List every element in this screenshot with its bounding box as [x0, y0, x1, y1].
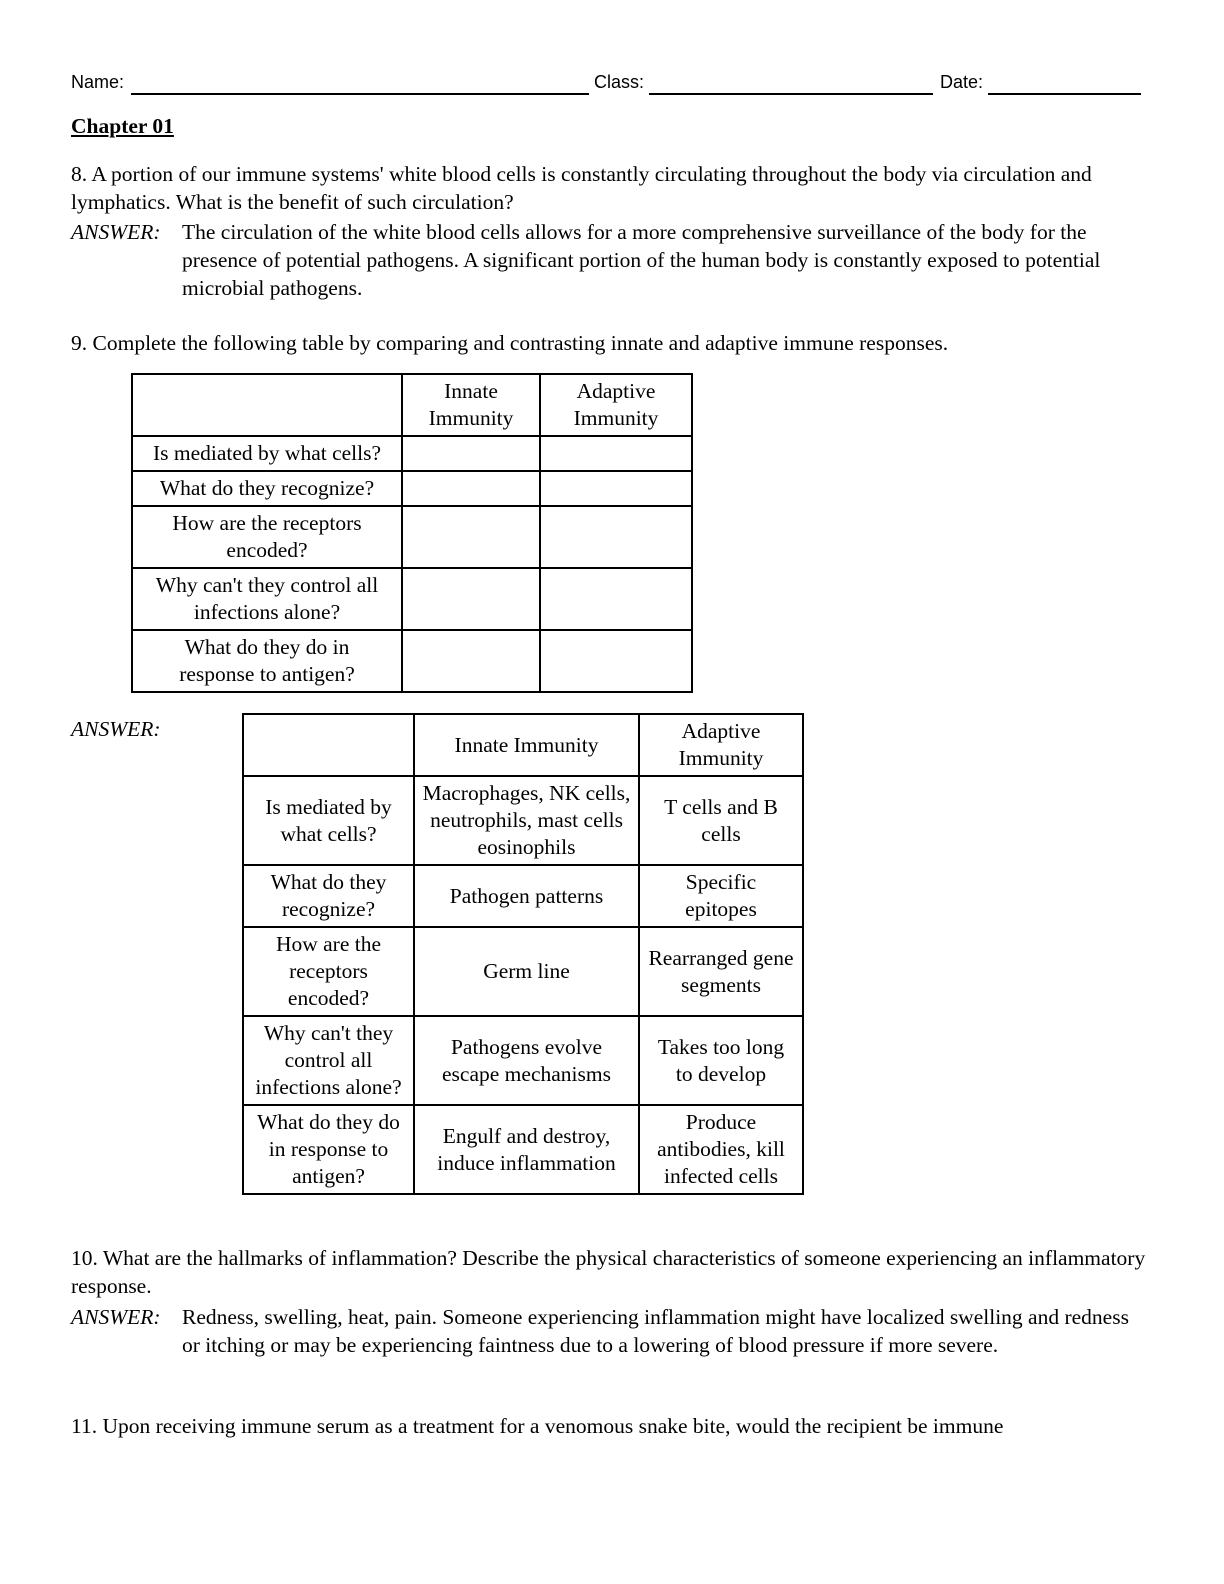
answer-label: ANSWER: [71, 220, 161, 244]
question-11: 11. Upon receiving immune serum as a treatment for a venomous snake bite, would the recipient be immune [71, 1414, 1004, 1438]
table-header-innate: Innate Immunity [402, 374, 540, 436]
name-field-line[interactable] [131, 93, 589, 95]
blank-cell[interactable] [402, 471, 540, 506]
innate-cell: Engulf and destroy, induce inflammation [414, 1105, 639, 1194]
blank-cell[interactable] [402, 506, 540, 568]
row-label: What do they recognize? [243, 865, 414, 927]
blank-cell[interactable] [540, 506, 692, 568]
row-label: What do they do in response to antigen? [243, 1105, 414, 1194]
table-header-empty [132, 374, 402, 436]
adaptive-cell: Takes too long to develop [639, 1016, 803, 1105]
blank-cell[interactable] [402, 568, 540, 630]
question-9: 9. Complete the following table by comparing and contrasting innate and adaptive immune responses. [71, 331, 949, 355]
row-label: What do they do in response to antigen? [132, 630, 402, 692]
answer-10 [71, 1303, 1146, 1359]
date-field-line[interactable] [988, 93, 1141, 95]
name-label: Name: [71, 72, 125, 92]
question-10: 10. What are the hallmarks of inflammation? Describe the physical characteristics of someone experiencing an inflammatory response. [71, 1246, 1146, 1298]
row-label: What do they recognize? [132, 471, 402, 506]
blank-cell[interactable] [540, 568, 692, 630]
answer-8-text: The circulation of the white blood cells allows for a more comprehensive surveillance of the body for the presence of potential pathogens. A significant portion of the human body is constantly exposed to potential microbial pathogens. [182, 220, 1101, 300]
adaptive-cell: Produce antibodies, kill infected cells [639, 1105, 803, 1194]
answer-10-text: Redness, swelling, heat, pain. Someone experiencing inflammation might have localized swelling and redness or itching or may be experiencing faintness due to a lowering of blood pressure if more severe. [182, 1305, 1129, 1357]
row-label: Why can't they control all infections alone? [243, 1016, 414, 1105]
chapter-title: Chapter 01 [71, 114, 174, 138]
row-label: Is mediated by what cells? [132, 436, 402, 471]
innate-cell: Macrophages, NK cells, neutrophils, mast cells eosinophils [414, 776, 639, 865]
adaptive-cell: Specific epitopes [639, 865, 803, 927]
adaptive-cell: Rearranged gene segments [639, 927, 803, 1016]
answer-label: ANSWER: [71, 1305, 161, 1329]
innate-cell: Germ line [414, 927, 639, 1016]
blank-cell[interactable] [540, 471, 692, 506]
table-header-empty [243, 714, 414, 776]
blank-cell[interactable] [540, 630, 692, 692]
answer-label: ANSWER: [71, 717, 161, 741]
blank-cell[interactable] [540, 436, 692, 471]
worksheet-header [71, 70, 1143, 98]
class-field-line[interactable] [649, 93, 933, 95]
answer-comparison-table [242, 713, 804, 1195]
date-label: Date: [940, 72, 984, 92]
table-header-innate: Innate Immunity [414, 714, 639, 776]
class-label: Class: [594, 72, 645, 92]
blank-comparison-table [131, 373, 693, 693]
question-8: 8. A portion of our immune systems' white blood cells is constantly circulating throughout the body via circulation and lymphatics. What is the benefit of such circulation? [71, 162, 1092, 214]
innate-cell: Pathogen patterns [414, 865, 639, 927]
blank-cell[interactable] [402, 436, 540, 471]
row-label: How are the receptors encoded? [132, 506, 402, 568]
row-label: Why can't they control all infections alone? [132, 568, 402, 630]
innate-cell: Pathogens evolve escape mechanisms [414, 1016, 639, 1105]
table-header-adaptive: Adaptive Immunity [540, 374, 692, 436]
blank-cell[interactable] [402, 630, 540, 692]
adaptive-cell: T cells and B cells [639, 776, 803, 865]
row-label: How are the receptors encoded? [243, 927, 414, 1016]
row-label: Is mediated by what cells? [243, 776, 414, 865]
table-header-adaptive: Adaptive Immunity [639, 714, 803, 776]
answer-8 [71, 218, 1146, 302]
